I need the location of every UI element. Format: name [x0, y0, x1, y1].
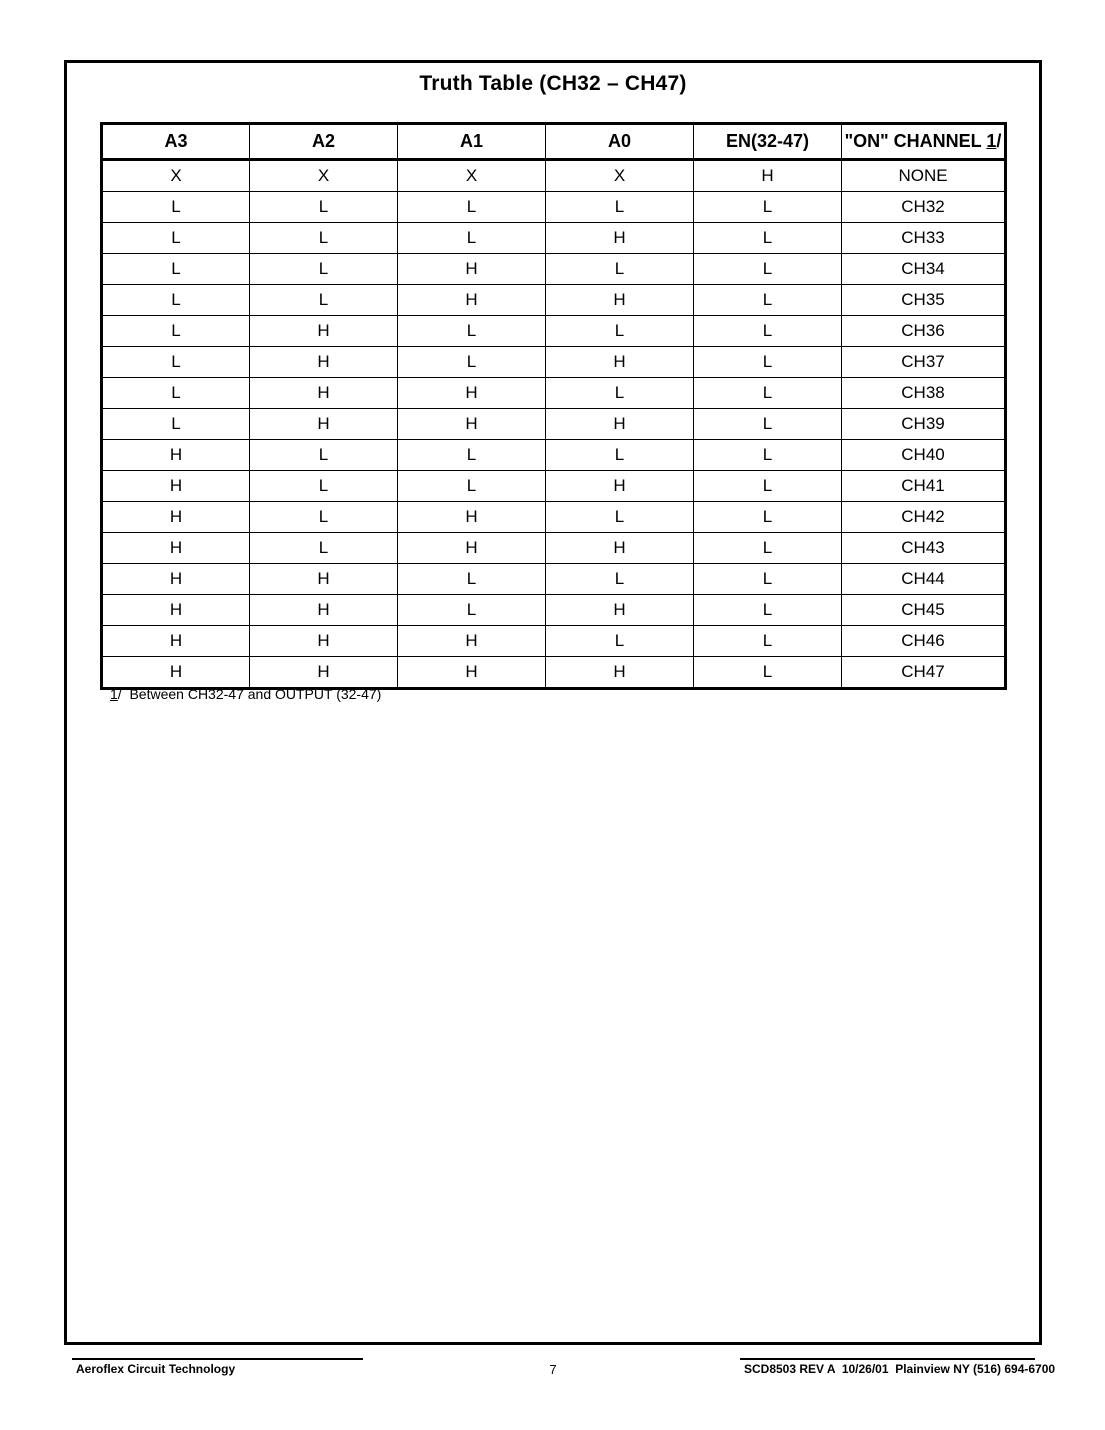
footnote-slash: / [117, 686, 122, 702]
cell-a1: L [398, 471, 546, 502]
cell-a2: H [250, 316, 398, 347]
cell-a1: L [398, 347, 546, 378]
truth-table-body [102, 160, 1006, 689]
table-row [102, 409, 1006, 440]
on-channel-footnote-mark: 1 [986, 131, 997, 151]
cell-a0: L [546, 316, 694, 347]
cell-a0: H [546, 409, 694, 440]
cell-a0: L [546, 502, 694, 533]
cell-on-channel: CH43 [842, 533, 1006, 564]
cell-a2: H [250, 595, 398, 626]
cell-a3: H [102, 657, 250, 689]
cell-a2: L [250, 440, 398, 471]
cell-a1: H [398, 657, 546, 689]
cell-on-channel: CH40 [842, 440, 1006, 471]
cell-on-channel: CH38 [842, 378, 1006, 409]
column-header-a2: A2 [250, 124, 398, 160]
table-row [102, 347, 1006, 378]
column-header-en: EN(32-47) [694, 124, 842, 160]
cell-a3: L [102, 285, 250, 316]
cell-en: L [694, 564, 842, 595]
cell-a1: L [398, 595, 546, 626]
cell-on-channel: CH47 [842, 657, 1006, 689]
cell-on-channel: CH44 [842, 564, 1006, 595]
cell-a0: L [546, 254, 694, 285]
cell-on-channel: CH37 [842, 347, 1006, 378]
cell-a0: H [546, 533, 694, 564]
cell-a2: L [250, 254, 398, 285]
cell-a2: H [250, 564, 398, 595]
page-title: Truth Table (CH32 – CH47) [419, 72, 687, 95]
cell-a1: H [398, 626, 546, 657]
cell-on-channel: CH46 [842, 626, 1006, 657]
table-row [102, 254, 1006, 285]
cell-a2: L [250, 192, 398, 223]
column-header-on-channel [842, 124, 1006, 160]
on-channel-footnote-slash: / [996, 131, 1002, 151]
cell-a3: L [102, 316, 250, 347]
column-header-a1: A1 [398, 124, 546, 160]
cell-a3: H [102, 440, 250, 471]
table-row [102, 285, 1006, 316]
footer-page-number: 7 [549, 1362, 557, 1377]
cell-en: L [694, 316, 842, 347]
cell-a3: L [102, 254, 250, 285]
cell-a2: L [250, 502, 398, 533]
cell-a0: L [546, 626, 694, 657]
cell-a2: H [250, 409, 398, 440]
on-channel-label: "ON" CHANNEL [844, 131, 987, 151]
cell-a1: H [398, 285, 546, 316]
cell-a1: X [398, 160, 546, 192]
cell-a3: H [102, 595, 250, 626]
cell-a3: H [102, 502, 250, 533]
cell-a0: H [546, 471, 694, 502]
cell-a3: L [102, 378, 250, 409]
footer-document-reference: SCD8503 REV A 10/26/01 Plainview NY (516) 694-6700 [744, 1362, 1056, 1376]
table-row [102, 192, 1006, 223]
cell-a3: H [102, 564, 250, 595]
footer-company-name: Aeroflex Circuit Technology [76, 1362, 236, 1376]
cell-on-channel: CH34 [842, 254, 1006, 285]
footnote-text: Between CH32-47 and OUTPUT (32-47) [121, 686, 382, 702]
footer-left-divider [72, 1358, 363, 1360]
cell-a1: H [398, 502, 546, 533]
cell-en: L [694, 626, 842, 657]
table-row [102, 316, 1006, 347]
table-row [102, 471, 1006, 502]
table-row [102, 657, 1006, 689]
cell-en: L [694, 502, 842, 533]
cell-a0: L [546, 378, 694, 409]
table-row [102, 378, 1006, 409]
footnote-mark: 1 [110, 686, 118, 702]
cell-a0: X [546, 160, 694, 192]
column-header-a3: A3 [102, 124, 250, 160]
cell-a2: L [250, 285, 398, 316]
table-row [102, 595, 1006, 626]
truth-table-container [100, 122, 1004, 690]
cell-a0: H [546, 595, 694, 626]
column-header-a0: A0 [546, 124, 694, 160]
truth-table [100, 122, 1007, 690]
cell-a3: H [102, 626, 250, 657]
cell-a0: H [546, 347, 694, 378]
cell-en: L [694, 471, 842, 502]
cell-en: L [694, 440, 842, 471]
cell-en: L [694, 533, 842, 564]
cell-a0: L [546, 440, 694, 471]
cell-a2: X [250, 160, 398, 192]
table-row [102, 533, 1006, 564]
cell-a0: H [546, 285, 694, 316]
table-row [102, 440, 1006, 471]
cell-a3: L [102, 409, 250, 440]
cell-a0: L [546, 564, 694, 595]
cell-on-channel: CH39 [842, 409, 1006, 440]
cell-en: L [694, 409, 842, 440]
cell-en: L [694, 254, 842, 285]
cell-a2: L [250, 471, 398, 502]
cell-a1: H [398, 409, 546, 440]
cell-on-channel: CH41 [842, 471, 1006, 502]
cell-en: L [694, 347, 842, 378]
cell-a2: H [250, 657, 398, 689]
cell-a2: H [250, 347, 398, 378]
cell-a1: L [398, 192, 546, 223]
cell-on-channel: CH32 [842, 192, 1006, 223]
cell-a1: L [398, 564, 546, 595]
cell-a3: X [102, 160, 250, 192]
cell-en: L [694, 192, 842, 223]
cell-a1: L [398, 440, 546, 471]
cell-on-channel: CH36 [842, 316, 1006, 347]
cell-a3: H [102, 533, 250, 564]
cell-on-channel: CH45 [842, 595, 1006, 626]
cell-a1: L [398, 223, 546, 254]
cell-en: L [694, 285, 842, 316]
table-row [102, 564, 1006, 595]
cell-a3: H [102, 471, 250, 502]
cell-on-channel: CH35 [842, 285, 1006, 316]
cell-on-channel: CH42 [842, 502, 1006, 533]
table-row [102, 223, 1006, 254]
cell-on-channel: CH33 [842, 223, 1006, 254]
cell-a2: L [250, 223, 398, 254]
cell-a1: H [398, 533, 546, 564]
table-row [102, 626, 1006, 657]
table-header-row [102, 124, 1006, 160]
cell-a0: L [546, 192, 694, 223]
cell-a2: H [250, 626, 398, 657]
footnote [110, 686, 381, 702]
cell-a1: H [398, 378, 546, 409]
cell-en: L [694, 378, 842, 409]
cell-a3: L [102, 347, 250, 378]
cell-en: H [694, 160, 842, 192]
cell-a1: H [398, 254, 546, 285]
cell-a3: L [102, 192, 250, 223]
cell-on-channel: NONE [842, 160, 1006, 192]
table-row [102, 502, 1006, 533]
cell-a2: L [250, 533, 398, 564]
cell-a1: L [398, 316, 546, 347]
cell-a0: H [546, 223, 694, 254]
cell-en: L [694, 657, 842, 689]
cell-a3: L [102, 223, 250, 254]
cell-en: L [694, 595, 842, 626]
cell-a0: H [546, 657, 694, 689]
table-row [102, 160, 1006, 192]
footer-right-divider [740, 1358, 1035, 1360]
cell-a2: H [250, 378, 398, 409]
cell-en: L [694, 223, 842, 254]
